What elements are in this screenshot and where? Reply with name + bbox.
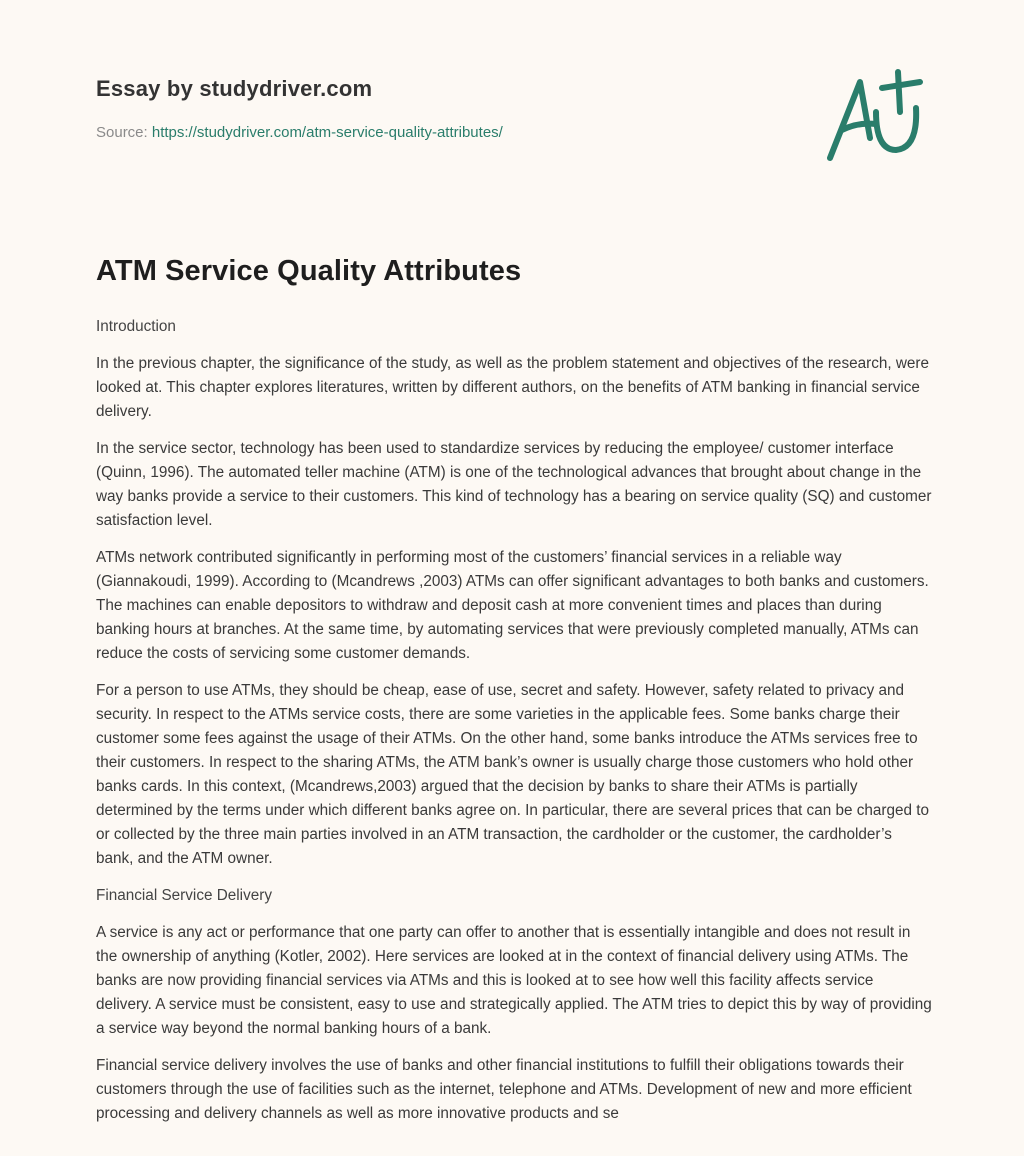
source-line — [96, 124, 926, 141]
paragraph: ATMs network contributed significantly in performing most of the customers’ financial services in a reliable way (Giannakoudi, 1999). According to (Mcandrews ,2003) ATMs can offer significant advantages to both banks and customers. The machines can enable depositors to withdraw and deposit cash at more convenient times and places than during banking hours at branches. At the same time, by automating services that were previously completed manually, ATMs can reduce the costs of servicing some customer demands. — [96, 549, 929, 662]
section-heading-introduction: Introduction — [96, 318, 176, 335]
paragraph: A service is any act or performance that one party can offer to another that is essentially intangible and does not result in the ownership of anything (Kotler, 2002). Here services are looked at in the context of financial delivery using ATMs. The banks are now providing financial services via ATMs and this is looked at to see how well this facility affects service delivery. A service must be consistent, easy to use and strategically applied. The ATM tries to depict this by way of providing a service way beyond the normal banking hours of a bank. — [96, 924, 932, 1037]
essay-body — [96, 315, 932, 1139]
source-label: Source: — [96, 124, 152, 141]
paragraph: In the service sector, technology has been used to standardize services by reducing the employee/ customer interface (Quinn, 1996). The automated teller machine (ATM) is one of the technological advances that brought about change in the way banks provide a service to their customers. This kind of technology has a bearing on service quality (SQ) and customer satisfaction level. — [96, 440, 932, 529]
a-plus-grade-icon — [820, 66, 930, 166]
paragraph: Financial service delivery involves the use of banks and other financial institutions to fulfill their obligations towards their customers through the use of facilities such as the internet, telephone and ATMs. Development of new and more efficient processing and delivery channels as well as more innovative products and se — [96, 1057, 912, 1122]
section-heading-financial-service-delivery: Financial Service Delivery — [96, 887, 272, 904]
paragraph: For a person to use ATMs, they should be cheap, ease of use, secret and safety. However, safety related to privacy and security. In respect to the ATMs service costs, there are some varieties in the applicable fees. Some banks charge their customer some fees against the usage of their ATMs. On the other hand, some banks introduce the ATMs services free to their customers. In respect to the sharing ATMs, the ATM bank’s owner is usually charge those customers who hold other banks cards. In this context, (Mcandrews,2003) argued that the decision by banks to share their ATMs is partially determined by the terms under which different banks agree on. In particular, there are several prices that can be charged to or collected by the three main parties involved in an ATM transaction, the cardholder or the customer, the cardholder’s bank, and the ATM owner. — [96, 682, 930, 867]
essay-header — [96, 76, 926, 141]
paragraph: In the previous chapter, the significance of the study, as well as the problem statement and objectives of the research, were looked at. This chapter explores literatures, written by different authors, on the benefits of ATM banking in financial service delivery. — [96, 355, 930, 420]
page-title: ATM Service Quality Attributes — [96, 255, 522, 287]
brand-title: Essay by studydriver.com — [96, 76, 373, 101]
source-link[interactable]: https://studydriver.com/atm-service-quality-attributes/ — [151, 124, 503, 141]
